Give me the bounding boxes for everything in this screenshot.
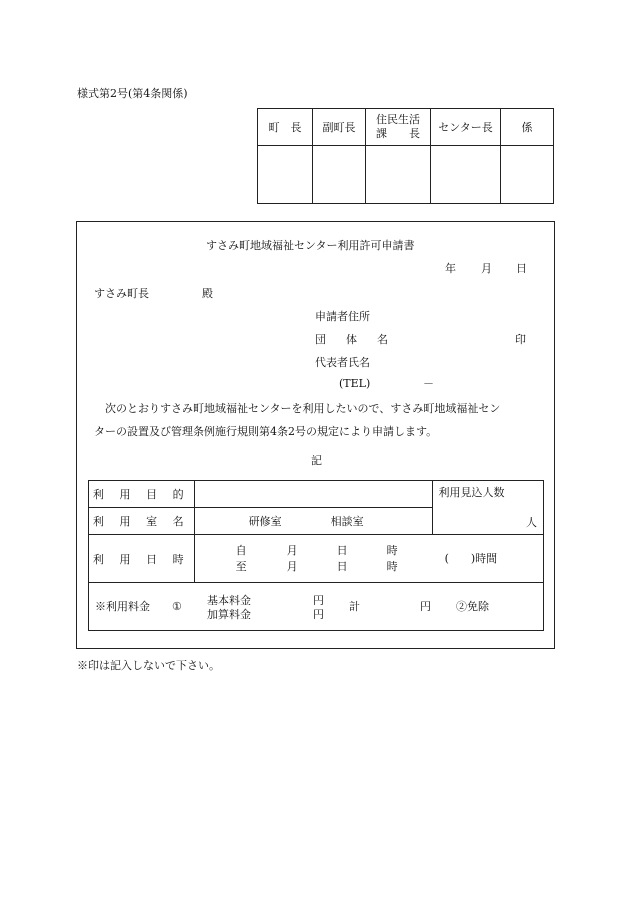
total-label: 計 [349, 600, 360, 613]
expected-attendance-label: 利用見込人数 [438, 486, 505, 499]
from-month-label: 月 [286, 544, 298, 557]
approval-header-center-chief: センター長 [431, 109, 501, 146]
applicant-address-label: 申請者住所 [315, 310, 370, 323]
body-text-line-1: 次のとおりすさみ町地域福祉センターを利用したいので、すさみ町地域福祉セン [105, 402, 501, 415]
fee-row [89, 583, 544, 631]
details-table [88, 480, 544, 631]
room-option-consultation[interactable]: 相談室 [330, 515, 364, 528]
to-day-label: 日 [336, 560, 348, 573]
date-day-label: 日 [516, 262, 527, 275]
from-hour-label: 時 [386, 544, 398, 557]
addressee: すさみ町長 [94, 287, 149, 300]
approval-stamp-table [257, 108, 554, 204]
purpose-field[interactable] [194, 481, 432, 508]
representative-name-label: 代表者氏名 [315, 356, 370, 369]
approval-box-staff[interactable] [501, 146, 554, 204]
expected-attendance-cell[interactable] [432, 481, 544, 535]
date-year-label: 年 [445, 262, 456, 275]
tel-separator: － [423, 377, 434, 390]
room-field[interactable] [194, 508, 432, 535]
base-fee-yen: 円 [313, 594, 324, 607]
form-number: 様式第2号(第4条関係) [77, 87, 188, 100]
fee-exemption-option[interactable]: ②免除 [456, 600, 489, 613]
to-hour-label: 時 [386, 560, 398, 573]
total-yen: 円 [420, 600, 431, 613]
to-label: 至 [235, 560, 247, 573]
tel-label: (TEL) [339, 377, 371, 390]
date-month-label: 月 [481, 262, 492, 275]
group-name-label: 団 体 名 [315, 333, 397, 346]
to-month-label: 月 [286, 560, 298, 573]
from-day-label: 日 [336, 544, 348, 557]
people-unit: 人 [526, 516, 537, 529]
datetime-field[interactable] [194, 535, 543, 583]
honorific: 殿 [202, 287, 213, 300]
fee-label: ※利用料金 [95, 600, 150, 613]
application-title: すさみ町地域福祉センター利用許可申請書 [206, 239, 415, 252]
approval-box-deputy-mayor[interactable] [313, 146, 366, 204]
seal-label: 印 [515, 333, 526, 346]
footnote: ※印は記入しないで下さい。 [77, 659, 220, 672]
approval-box-mayor[interactable] [258, 146, 313, 204]
fee-option-1-marker[interactable]: ① [172, 600, 182, 613]
duration-hours: ( )時間 [444, 552, 498, 565]
approval-header-staff: 係 [501, 109, 554, 146]
room-label: 利 用 室 名 [89, 508, 195, 535]
extra-fee-yen: 円 [313, 608, 324, 621]
ki-heading: 記 [311, 454, 322, 467]
approval-header-section-chief: 住民生活 課 長 [366, 109, 431, 146]
base-fee-label: 基本料金 [207, 594, 251, 607]
approval-header-deputy-mayor: 副町長 [313, 109, 366, 146]
approval-box-center-chief[interactable] [431, 146, 501, 204]
approval-box-section-chief[interactable] [366, 146, 431, 204]
datetime-label: 利 用 日 時 [89, 535, 195, 583]
body-text-line-2: ターの設置及び管理条例施行規則第4条2号の規定により申請します。 [94, 425, 438, 438]
approval-header-mayor: 町 長 [258, 109, 313, 146]
from-label: 自 [235, 544, 247, 557]
extra-fee-label: 加算料金 [207, 608, 251, 621]
purpose-label: 利 用 目 的 [89, 481, 195, 508]
room-option-training[interactable]: 研修室 [248, 515, 282, 528]
